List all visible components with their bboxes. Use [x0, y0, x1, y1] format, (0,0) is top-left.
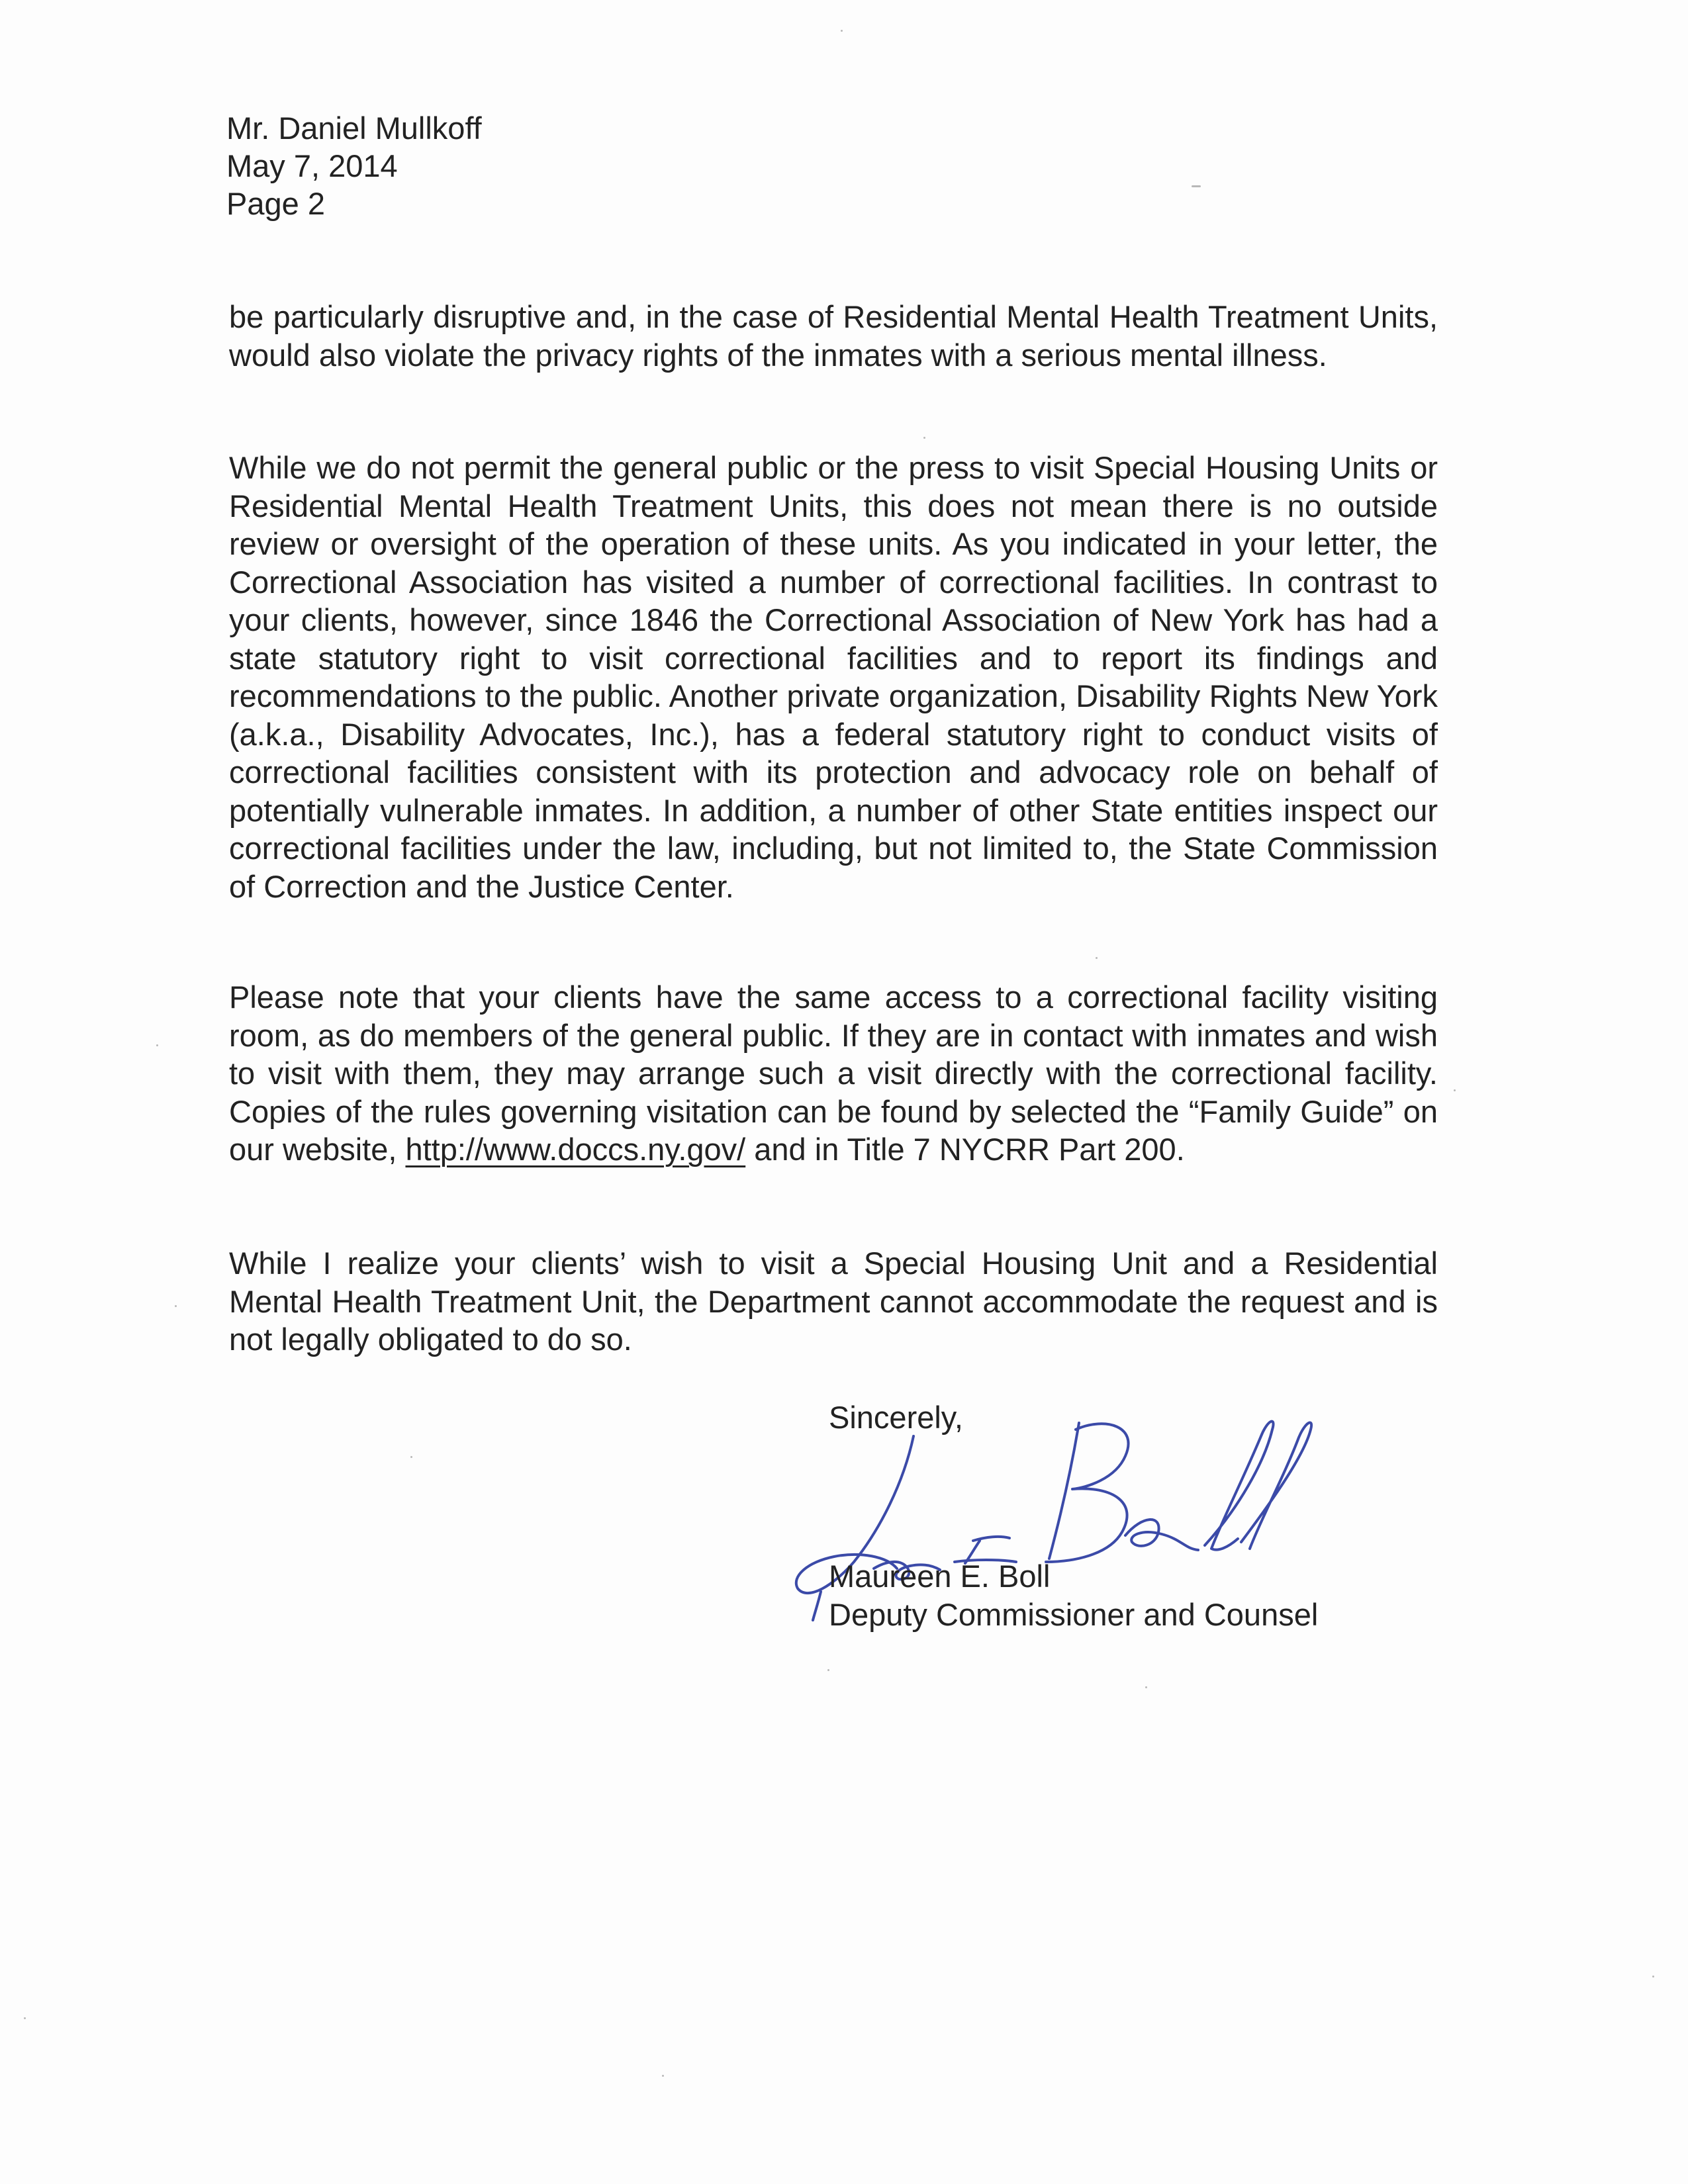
signer-block	[829, 1557, 1425, 1634]
scan-speck	[24, 2017, 26, 2019]
letter-header	[226, 109, 1021, 222]
scan-speck	[1096, 957, 1098, 959]
scan-speck	[827, 1669, 829, 1671]
closing-salutation: Sincerely,	[829, 1400, 963, 1435]
body-paragraph	[229, 978, 1438, 1169]
body-paragraph: be particularly disruptive and, in the case of Residential Mental Health Treatment Units, would also violate the privacy rights of the inmates with a serious mental illness.	[229, 299, 1438, 373]
scan-speck	[1192, 185, 1201, 187]
body-paragraph: While I realize your clients’ wish to visit a Special Housing Unit and a Residential Mental Health Treatment Unit, the Department cannot accommodate the request and is not legally obligated to do so.	[229, 1246, 1438, 1357]
paragraph-text: and in Title 7 NYCRR Part 200.	[745, 1132, 1185, 1167]
scan-speck	[923, 437, 925, 439]
doccs-website-link[interactable]: http://www.doccs.ny.gov/	[405, 1132, 746, 1167]
recipient-name: Mr. Daniel Mullkoff	[226, 111, 482, 146]
scan-speck	[662, 2075, 664, 2077]
paragraph-text: Please note that your clients have the same access to a correctional facility visiting room, as do members of the general public. If they are in contact with inmates and wish to visit with them, they may arrange such a visit directly with the correctional facility. Copies of the rules governing visitation can be found by selected the “Family Guide” on our website,	[229, 979, 1438, 1167]
letter-date: May 7, 2014	[226, 148, 398, 183]
scan-speck	[1145, 1686, 1147, 1688]
scan-speck	[156, 1044, 158, 1046]
scan-speck	[1454, 1089, 1456, 1091]
body-paragraph: While we do not permit the general public or the press to visit Special Housing Units or Residential Mental Health Treatment Units, this does not mean there is no outside review or oversight of the operation of these units. As you indicated in your letter, the Correctional Association has visited a number of correctional facilities. In contrast to your clients, however, since 1846 the Correctional Association of New York has had a state statutory right to visit correctional facilities and to report its findings and recommendations to the public. Another private organization, Disability Rights New York (a.k.a., Disability Advocates, Inc.), has a federal statutory right to conduct visits of correctional facilities consistent with its protection and advocacy role on behalf of potentially vulnerable inmates. In addition, a number of other State entities inspect our correctional facilities under the law, including, but not limited to, the State Commission of Correction and the Justice Center.	[229, 450, 1438, 904]
scan-speck	[410, 1456, 412, 1458]
scan-speck	[1652, 1976, 1654, 1978]
signer-name: Maureen E. Boll	[829, 1559, 1051, 1594]
signer-title: Deputy Commissioner and Counsel	[829, 1597, 1319, 1632]
scan-speck	[175, 1305, 177, 1307]
page-label: Page 2	[226, 186, 325, 221]
scan-speck	[841, 30, 843, 32]
